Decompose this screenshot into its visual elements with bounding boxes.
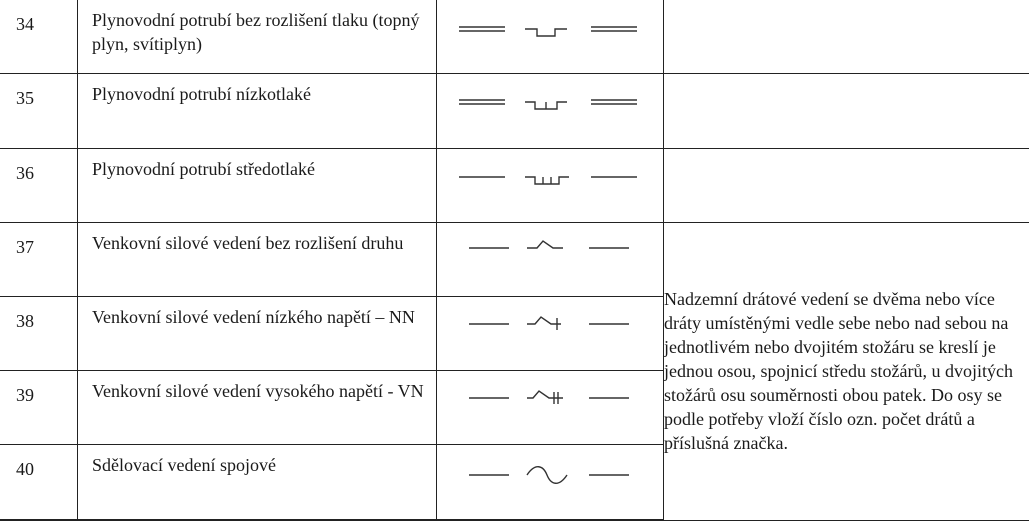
symbol-cell — [437, 296, 664, 370]
symbol-cell — [437, 149, 664, 223]
symbol-cell — [437, 370, 664, 444]
row-description: Venkovní silové vedení nízkého napětí – NN — [92, 306, 415, 327]
note-cell-upper — [664, 149, 1029, 223]
symbol-cell — [437, 0, 664, 74]
row-description: Plynovodní potrubí středotlaké — [92, 159, 315, 180]
row-description: Plynovodní potrubí bez rozlišení tlaku (topný plyn, svítiplyn) — [92, 10, 420, 54]
row-number: 37 — [16, 237, 34, 258]
row-number-cell — [0, 223, 78, 297]
note-cell — [664, 223, 1029, 520]
table-row — [0, 0, 1029, 74]
row-number: 40 — [16, 458, 34, 479]
row-number: 35 — [16, 88, 34, 109]
description-cell — [78, 444, 437, 520]
description-cell — [78, 370, 437, 444]
row-number-cell — [0, 0, 78, 74]
row-number-cell — [0, 444, 78, 520]
description-cell — [78, 0, 437, 74]
table-row — [0, 149, 1029, 223]
note-cell-upper — [664, 0, 1029, 74]
row-description: Venkovní silové vedení vysokého napětí - VN — [92, 380, 424, 401]
row-number-cell — [0, 370, 78, 444]
row-description: Plynovodní potrubí nízkotlaké — [92, 84, 311, 105]
description-cell — [78, 149, 437, 223]
table-row — [0, 223, 1029, 297]
note-text: Nadzemní drátové vedení se dvěma nebo více dráty umístěnými vedle sebe nebo nad sebou na jednotlivém nebo dvojitém stožáru se kreslí je jednou osou, spojnicí středu stožárů, u dvojitých stožárů osu souměrnosti obou patek. Do osy se podle potřeby vloží číslo ozn. počet drátů a příslušná značka. — [664, 289, 1013, 454]
row-number-cell — [0, 149, 78, 223]
row-number-cell — [0, 296, 78, 370]
overhead-high-voltage-line-symbol — [437, 371, 663, 431]
description-cell — [78, 296, 437, 370]
note-cell-upper — [664, 74, 1029, 149]
gas-pipe-medium-pressure-symbol — [437, 149, 663, 209]
symbol-cell — [437, 223, 664, 297]
gas-pipe-low-pressure-symbol — [437, 74, 663, 134]
overhead-power-line-symbol — [437, 223, 663, 283]
description-cell — [78, 74, 437, 149]
symbol-cell — [437, 444, 664, 520]
gas-pipe-any-pressure-symbol — [437, 0, 663, 60]
row-number: 39 — [16, 384, 34, 405]
row-number-cell — [0, 74, 78, 149]
row-description: Venkovní silové vedení bez rozlišení druhu — [92, 233, 404, 254]
description-cell — [78, 223, 437, 297]
row-number: 38 — [16, 310, 34, 331]
table-row — [0, 74, 1029, 149]
overhead-low-voltage-line-symbol — [437, 297, 663, 357]
row-number: 34 — [16, 14, 34, 34]
row-number: 36 — [16, 163, 34, 184]
row-description: Sdělovací vedení spojové — [92, 454, 276, 475]
telecom-line-symbol — [437, 445, 663, 505]
symbol-cell — [437, 74, 664, 149]
